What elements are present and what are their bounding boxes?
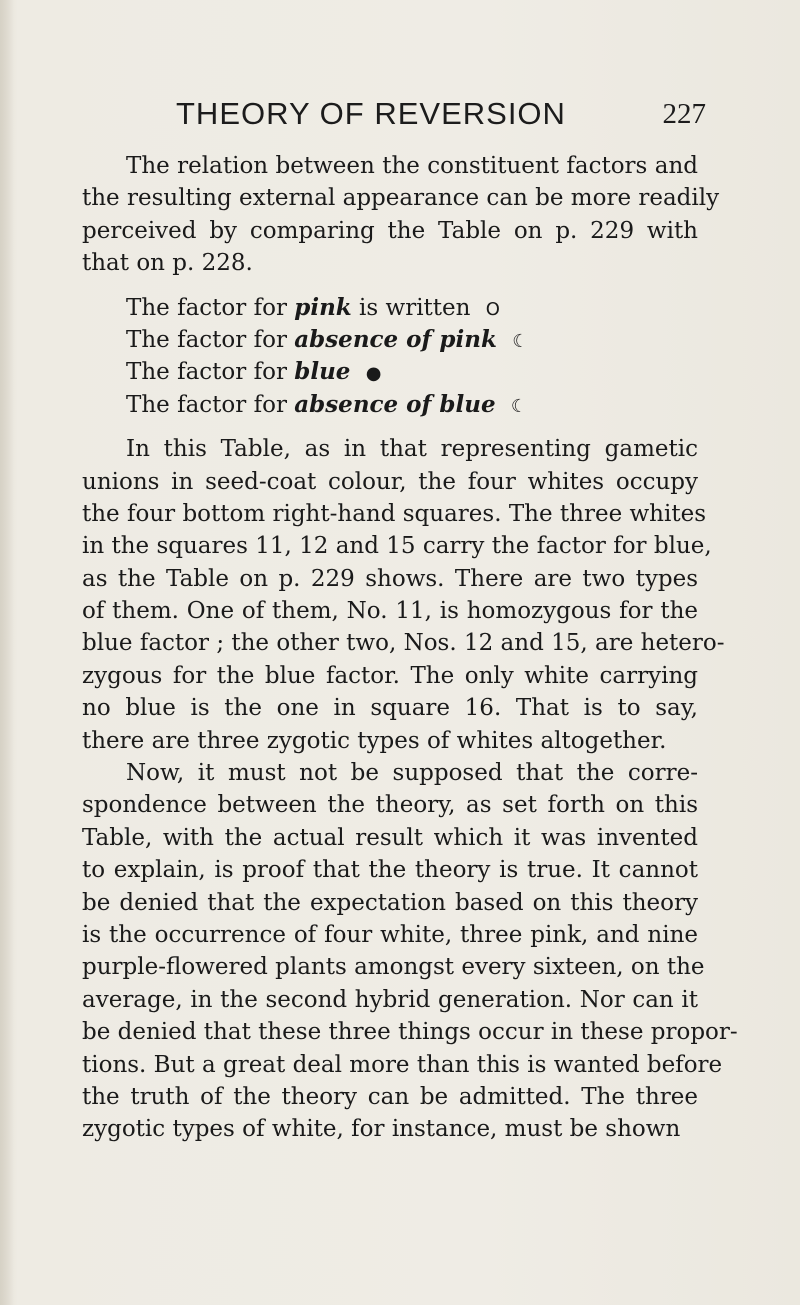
body-text [82,150,738,1146]
factor-absence-of-pink: The factor for absence of pink ☾ [126,325,529,353]
text-line: the four bottom right-hand squares. The three whites [82,500,707,527]
open-circle-icon: O [485,298,500,320]
text-line: to explain, is proof that the theory is true. It cannot [82,857,698,884]
paragraph-3 [82,757,738,1146]
text-line: be denied that these three things occur in these propor- [82,1019,738,1046]
running-head: THEORY OF REVERSION [176,96,566,131]
text-line: the truth of the theory can be admitted. The three [82,1083,698,1110]
paragraph-2 [82,433,725,757]
text-line: tions. But a great deal more than this is wanted before [82,1051,723,1078]
spine-shadow [0,0,14,1305]
crescent-outline-icon: ☾ [512,330,529,352]
text-line: in the squares 11, 12 and 15 carry the factor for blue, [82,533,712,560]
filled-circle-icon: ● [365,363,382,385]
text-line: average, in the second hybrid generation. Nor can it [82,986,698,1013]
text-line: perceived by comparing the Table on p. 229 with [82,217,698,244]
text-line: the resulting external appearance can be more readily [82,185,720,212]
paragraph-1 [82,150,720,280]
text-line: that on p. 228. [82,250,253,277]
text-line: In this Table, as in that representing gametic [126,436,698,463]
crescent-filled-icon: ☾ [510,395,528,417]
text-line: unions in seed-coat colour, the four whites occupy [82,468,698,495]
page-header [176,96,716,144]
text-line: blue factor ; the other two, Nos. 12 and 15, are hetero- [82,630,725,657]
text-line: Now, it must not be supposed that the corre- [126,760,698,787]
factor-absence-of-blue: The factor for absence of blue ☾ [126,390,528,418]
text-line: of them. One of them, No. 11, is homozygous for the [82,598,698,625]
text-line: zygotic types of white, for instance, must be shown [82,1116,681,1143]
text-line: The relation between the constituent factors and [126,153,698,179]
text-line: purple-flowered plants amongst every sixteen, on the [82,954,705,981]
text-line: there are three zygotic types of whites altogether. [82,727,667,754]
page-number: 227 [662,98,706,130]
text-line: spondence between the theory, as set forth on this [82,792,698,819]
factor-list [82,292,698,422]
text-line: no blue is the one in square 16. That is to say, [82,695,698,722]
text-line: Table, with the actual result which it was invented [82,824,698,851]
factor-blue: The factor for blue ● [126,358,382,386]
text-line: be denied that the expectation based on this theory [82,889,698,916]
text-line: is the occurrence of four white, three pink, and nine [82,921,698,948]
text-line: as the Table on p. 229 shows. There are two types [82,565,698,592]
text-line: zygous for the blue factor. The only white carrying [82,662,698,689]
factor-pink: The factor for pink is written O [126,293,500,321]
